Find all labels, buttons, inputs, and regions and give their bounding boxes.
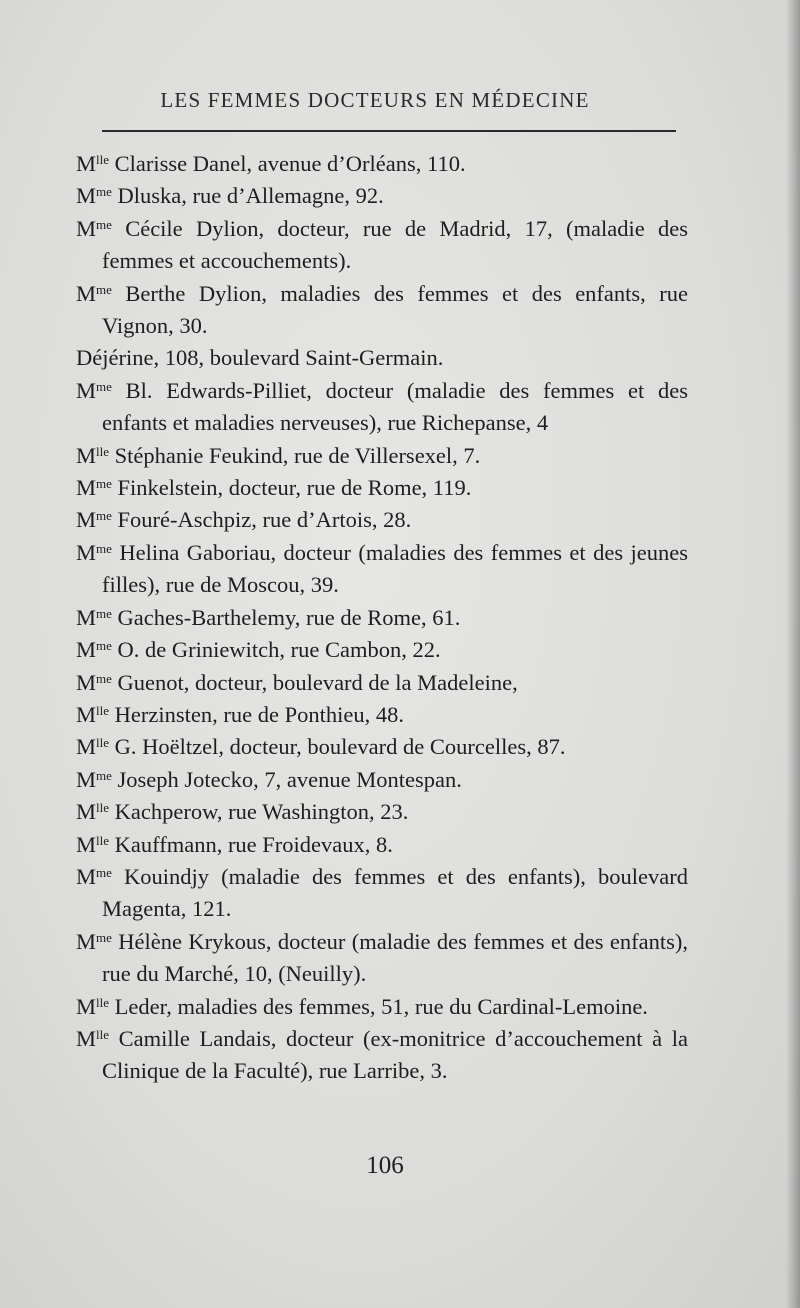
- honorific: $M^{me}$: [76, 604, 112, 630]
- entry-text: Camille Landais, docteur (ex-monitrice d’accouchement à la Clinique de la Faculté), rue Larribe, 3.: [102, 1025, 688, 1084]
- honorific: $M^{lle}$: [76, 734, 110, 760]
- honorific: $M^{lle}$: [76, 799, 110, 825]
- directory-entry: [76, 634, 688, 666]
- page-edge-shadow: [786, 0, 800, 1308]
- entry-text: Herzinsten, rue de Ponthieu, 48.: [109, 701, 404, 727]
- entry-text: Finkelstein, docteur, rue de Rome, 119.: [111, 475, 472, 501]
- entry-text: Helina Gaboriau, docteur (maladies des femmes et des jeunes filles), rue de Moscou, 39.: [102, 539, 688, 598]
- entry-text: Guenot, docteur, boulevard de la Madeleine,: [111, 669, 518, 695]
- honorific: $M^{me}$: [76, 637, 112, 663]
- honorific: $M^{lle}$: [76, 442, 110, 468]
- entry-text: Leder, maladies des femmes, 51, rue du Cardinal-Lemoine.: [109, 993, 648, 1019]
- honorific: $M^{me}$: [76, 507, 112, 533]
- directory-entry: [76, 667, 688, 699]
- entry-text: Kauffmann, rue Froidevaux, 8.: [109, 831, 393, 857]
- entry-text: Hélène Krykous, docteur (maladie des femmes et des enfants), rue du Marché, 10, (Neuilly).: [102, 928, 688, 987]
- page-number: 106: [366, 1152, 404, 1179]
- honorific: $M^{lle}$: [76, 993, 110, 1019]
- directory-entry: [76, 504, 688, 536]
- entry-text: G. Hoëltzel, docteur, boulevard de Courcelles, 87.: [109, 734, 566, 760]
- directory-entry: [76, 861, 688, 926]
- honorific: $M^{me}$: [76, 183, 112, 209]
- honorific: $M^{lle}$: [76, 1025, 110, 1051]
- directory-entry: [76, 731, 688, 763]
- honorific: $M^{me}$: [76, 766, 112, 792]
- entry-text: Bl. Edwards-Pilliet, docteur (maladie des femmes et des enfants et maladies nerveuses), rue Richepanse, 4: [102, 377, 688, 436]
- directory-entry: [76, 342, 688, 374]
- honorific: $M^{me}$: [76, 863, 112, 889]
- directory-entry: [76, 829, 688, 861]
- directory-entry: [76, 991, 688, 1023]
- honorific: $M^{me}$: [76, 215, 112, 241]
- entry-text: Kouindjy (maladie des femmes et des enfants), boulevard Magenta, 121.: [102, 863, 688, 922]
- honorific: $M^{me}$: [76, 377, 112, 403]
- directory-entry: [76, 537, 688, 602]
- directory-entry: [76, 796, 688, 828]
- directory-entry: [76, 764, 688, 796]
- entry-text: Kachperow, rue Washington, 23.: [109, 799, 409, 825]
- entry-text: Stéphanie Feukind, rue de Villersexel, 7.: [109, 442, 481, 468]
- entry-text: Fouré-Aschpiz, rue d’Artois, 28.: [111, 507, 412, 533]
- header-rule: [102, 130, 676, 132]
- directory-entry: [76, 278, 688, 343]
- directory-entry: [76, 1023, 688, 1088]
- entry-text: Clarisse Danel, avenue d’Orléans, 110.: [109, 151, 466, 176]
- honorific: $M^{lle}$: [76, 701, 110, 727]
- entry-text: Joseph Jotecko, 7, avenue Montespan.: [111, 766, 462, 792]
- directory-entry: [76, 180, 688, 212]
- entry-text: Cécile Dylion, docteur, rue de Madrid, 17, (maladie des femmes et accouchements).: [102, 215, 688, 274]
- directory-entry: [76, 602, 688, 634]
- running-head: LES FEMMES DOCTEURS EN MÉDECINE: [160, 88, 590, 112]
- directory-entry: [76, 213, 688, 278]
- entry-text: Gaches-Barthelemy, rue de Rome, 61.: [111, 604, 461, 630]
- honorific: $M^{lle}$: [76, 831, 110, 857]
- entry-text: O. de Griniewitch, rue Cambon, 22.: [111, 637, 441, 663]
- directory-entry: [76, 472, 688, 504]
- directory-entry: [76, 440, 688, 472]
- honorific: $M^{me}$: [76, 280, 112, 306]
- entry-text: Dluska, rue d’Allemagne, 92.: [111, 183, 384, 209]
- honorific: $M^{lle}$: [76, 151, 110, 176]
- entry-text: Déjérine, 108, boulevard Saint-Germain.: [76, 345, 444, 371]
- directory-entry: [76, 699, 688, 731]
- honorific: $M^{me}$: [76, 928, 112, 954]
- entry-text: Berthe Dylion, maladies des femmes et des enfants, rue Vignon, 30.: [102, 280, 688, 339]
- honorific: $M^{me}$: [76, 539, 112, 565]
- directory-entry: [76, 926, 688, 991]
- directory-entry: [76, 375, 688, 440]
- honorific: $M^{me}$: [76, 669, 112, 695]
- directory-list: [76, 148, 688, 1088]
- directory-entry: [76, 148, 688, 180]
- honorific: $M^{me}$: [76, 475, 112, 501]
